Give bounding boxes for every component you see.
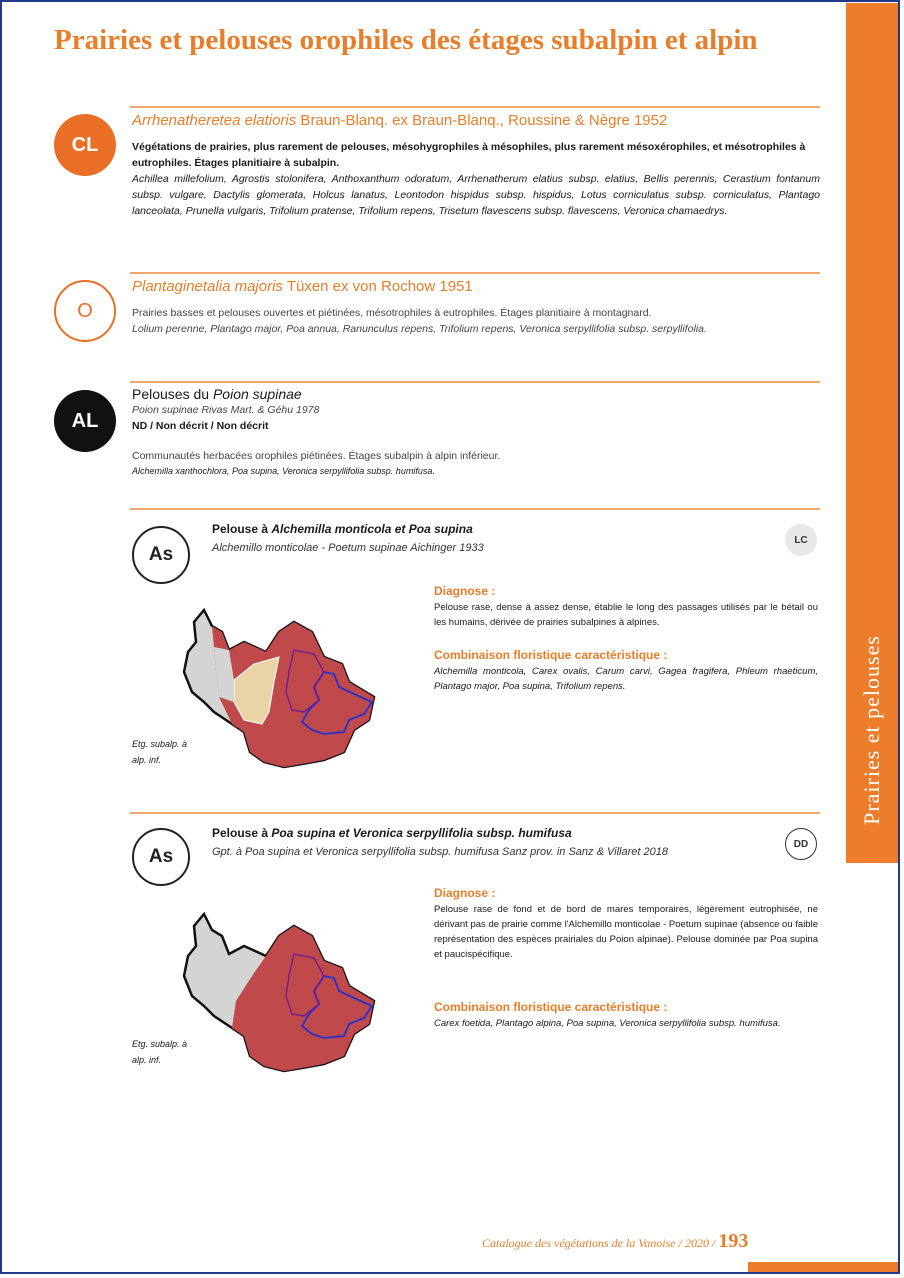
distribution-map bbox=[174, 906, 380, 1076]
association-title bbox=[212, 826, 572, 840]
alliance-status: ND / Non décrit / Non décrit bbox=[132, 420, 269, 432]
footer-title: Catalogue des végétations de la Vanoise bbox=[482, 1236, 676, 1250]
map-label-line-2: alp. inf. bbox=[132, 1055, 162, 1065]
map-label-line-1: Etg. subalp. à bbox=[132, 1039, 188, 1049]
diagnose-text: Pelouse rase de fond et de bord de mares temporaires, légèrement eutrophisée, ne dérivant pas de prairie comme l'Alchemillo monticolae - Poetum supinae (absence ou faible représentation des espèces prairiales du Poion alpinae). Pelouse dominée par Poa supina et paucispécifique. bbox=[434, 904, 818, 960]
class-badge: CL bbox=[54, 114, 116, 176]
association-title-italic: Alchemilla monticola et Poa supina bbox=[271, 522, 473, 536]
combinaison-heading: Combinaison floristique caractéristique : bbox=[434, 648, 668, 662]
class-authority: Braun-Blanq. ex Braun-Blanq., Roussine & Nègre 1952 bbox=[296, 112, 668, 129]
class-description: Végétations de prairies, plus rarement de pelouses, mésohygrophiles à mésophiles, plus rarement mésoxérophiles, et mésotrophiles à eutrophiles. Étages planitiaire à subalpin. bbox=[132, 141, 806, 169]
diagnose-heading: Diagnose : bbox=[434, 584, 496, 598]
page-number: 193 bbox=[718, 1230, 749, 1252]
alliance-badge: AL bbox=[54, 390, 116, 452]
order-name: Plantaginetalia majoris bbox=[132, 278, 283, 295]
footer-bar bbox=[748, 1262, 898, 1272]
association-badge: As bbox=[132, 828, 190, 886]
distribution-map bbox=[174, 602, 380, 772]
divider bbox=[130, 508, 820, 510]
alliance-name: Poion supinae bbox=[212, 386, 302, 402]
alliance-name-prefix: Pelouses du bbox=[132, 386, 213, 402]
footer-year: / 2020 / bbox=[675, 1236, 719, 1250]
association-badge: As bbox=[132, 526, 190, 584]
alliance-block bbox=[132, 386, 820, 478]
section-sidebar-label bbox=[846, 610, 898, 850]
diagnose-text: Pelouse rase, dense à assez dense, établie le long des passages utilisés par le bétail ou les humains, dérivée de prairies subalpines à alpines. bbox=[434, 602, 818, 628]
map-label-line-1: Etg. subalp. à bbox=[132, 739, 188, 749]
order-species: Lolium perenne, Plantago major, Poa annua, Ranunculus repens, Trifolium repens, Veronica serpyllifolia subsp. serpyllifolia. bbox=[132, 323, 707, 335]
map-label-line-2: alp. inf. bbox=[132, 755, 162, 765]
divider bbox=[130, 106, 820, 108]
page bbox=[2, 2, 898, 1272]
page-footer bbox=[482, 1230, 748, 1253]
section-sidebar-text: Prairies et pelouses bbox=[859, 635, 885, 825]
divider bbox=[130, 381, 820, 383]
order-badge: O bbox=[54, 280, 116, 342]
order-description: Prairies basses et pelouses ouvertes et piétinées, mésotrophiles à eutrophiles. Étages planitiaire à montagnard. bbox=[132, 307, 652, 319]
order-block bbox=[132, 278, 820, 337]
association-title-prefix: Pelouse à bbox=[212, 826, 272, 840]
alliance-species: Alchemilla xanthochlora, Poa supina, Veronica serpyllifolia subsp. humifusa. bbox=[132, 466, 435, 476]
diagnose-heading: Diagnose : bbox=[434, 886, 496, 900]
combinaison-text: Carex foetida, Plantago alpina, Poa supina, Veronica serpyllifolia subsp. humifusa. bbox=[434, 1018, 781, 1029]
iucn-status-badge: LC bbox=[785, 524, 817, 556]
iucn-status-badge: DD bbox=[785, 828, 817, 860]
class-block bbox=[132, 112, 820, 219]
map-label bbox=[132, 1036, 187, 1068]
alliance-synonym: Poion supinae Rivas Mart. & Géhu 1978 bbox=[132, 404, 320, 416]
map-region-red bbox=[232, 926, 374, 1071]
combinaison-text: Alchemilla monticola, Carex ovalis, Carum carvi, Gagea fragifera, Phleum rhaeticum, Plantago major, Poa supina, Trifolium repens. bbox=[434, 666, 818, 692]
alliance-description: Communautés herbacées orophiles piétinées. Étages subalpin à alpin inférieur. bbox=[132, 450, 501, 462]
class-species: Achillea millefolium, Agrostis stolonifera, Anthoxanthum odoratum, Arrhenatherum elatius subsp. elatius, Bellis perennis, Cerastium fontanum subsp. vulgare, Dactylis glomerata, Holcus lanatus, Leontodon hispidus subsp. hispidus, Lotus corniculatus subsp. corniculatus, Plantago lanceolata, Prunella vulgaris, Trifolium pratense, Trifolium repens, Trisetum flavescens subsp. flavescens, Veronica chamaedrys. bbox=[132, 173, 820, 217]
order-authority: Tüxen ex von Rochow 1951 bbox=[282, 278, 473, 295]
map-label bbox=[132, 736, 187, 768]
association-synonym: Alchemillo monticolae - Poetum supinae Aichinger 1933 bbox=[212, 542, 484, 554]
combinaison-heading: Combinaison floristique caractéristique : bbox=[434, 1000, 668, 1014]
association-title-prefix: Pelouse à bbox=[212, 522, 272, 536]
divider bbox=[130, 812, 820, 814]
association-title bbox=[212, 522, 473, 536]
association-title-italic: Poa supina et Veronica serpyllifolia subsp. humifusa bbox=[271, 826, 572, 840]
class-name: Arrhenatheretea elatioris bbox=[132, 112, 297, 129]
divider bbox=[130, 272, 820, 274]
page-title: Prairies et pelouses orophiles des étages subalpin et alpin bbox=[54, 24, 758, 56]
association-synonym: Gpt. à Poa supina et Veronica serpyllifolia subsp. humifusa Sanz prov. in Sanz & Villaret 2018 bbox=[212, 846, 668, 858]
